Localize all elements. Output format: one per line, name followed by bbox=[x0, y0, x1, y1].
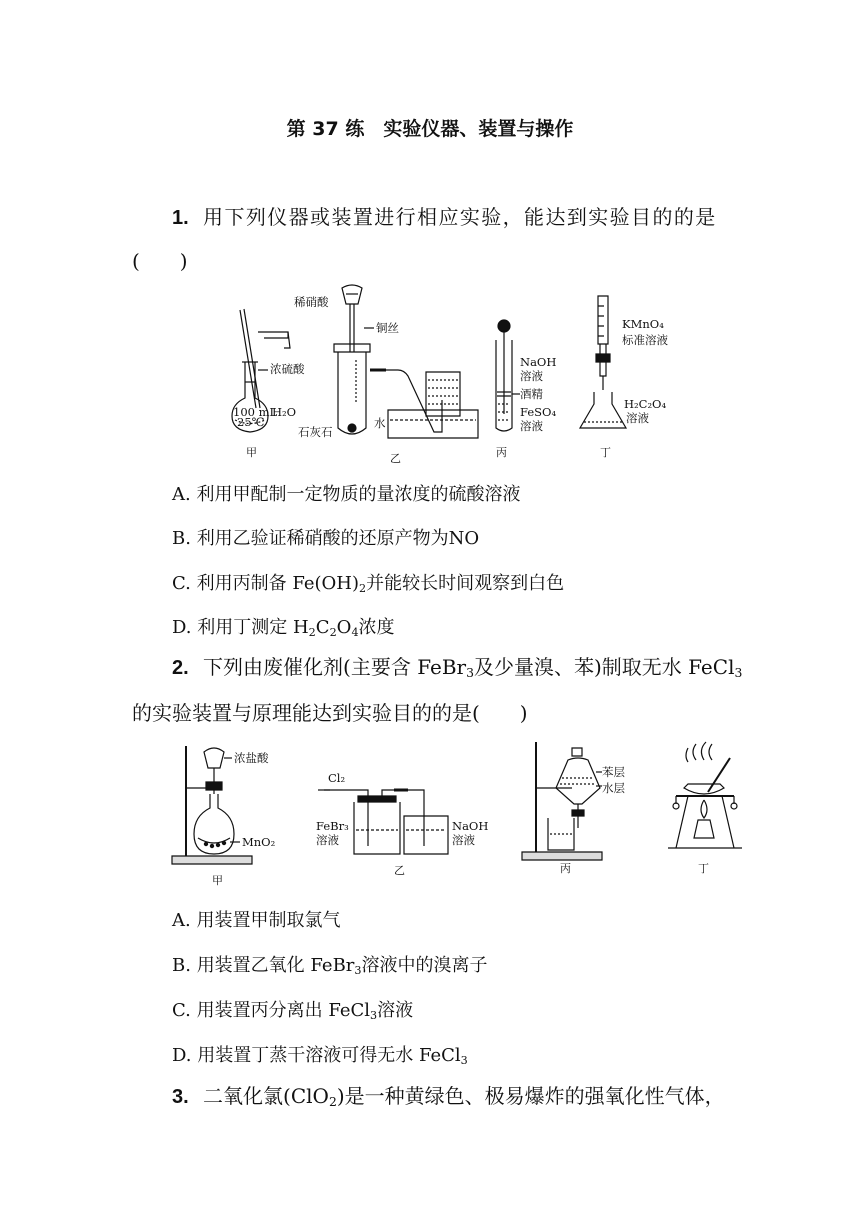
label-h2c2o4: H₂C₂O₄ bbox=[624, 397, 667, 411]
question-2-figure bbox=[168, 738, 758, 888]
question-2-stem-line2: 的实验装置与原理能达到实验目的的是( ) bbox=[132, 701, 528, 725]
caption-jia-2: 甲 bbox=[212, 874, 223, 887]
label-water: H₂O bbox=[272, 405, 297, 419]
label-kmno4: KMnO₄ bbox=[622, 317, 664, 331]
label-mno2: MnO₂ bbox=[242, 835, 276, 849]
question-1-figure bbox=[228, 280, 688, 468]
label-benzene-layer: 苯层 bbox=[602, 765, 625, 779]
label-naoh-solution: 溶液 bbox=[520, 369, 543, 383]
label-febr3-solution: 溶液 bbox=[316, 833, 339, 847]
label-febr3: FeBr₃ bbox=[316, 819, 349, 833]
question-1-option-b[interactable]: B. 利用乙验证稀硝酸的还原产物为NO bbox=[172, 528, 480, 549]
apparatus-bing bbox=[496, 320, 556, 459]
caption-bing: 丙 bbox=[496, 446, 507, 459]
question-1-option-c[interactable]: C. 利用丙制备 $Fe(OH)_2$并能较长时间观察到白色 bbox=[172, 573, 565, 595]
question-2-option-c[interactable]: C. 用装置丙分离出 FeCl$_3$溶液 bbox=[172, 1000, 414, 1022]
caption-bing-2: 丙 bbox=[560, 862, 571, 875]
apparatus-ding bbox=[580, 296, 668, 459]
question-2-option-d[interactable]: D. 用装置丁蒸干溶液可得无水 FeCl$_3$ bbox=[172, 1045, 468, 1067]
question-1-option-d[interactable]: D. 利用丁测定 $H_2C_2O_4$浓度 bbox=[172, 617, 395, 639]
label-cl2: Cl₂ bbox=[328, 771, 346, 785]
label-h2c2o4-solution: 溶液 bbox=[626, 411, 649, 425]
label-naoh-solution-2: 溶液 bbox=[452, 833, 475, 847]
label-standard-solution: 标准溶液 bbox=[622, 333, 668, 347]
label-copper-wire: 铜丝 bbox=[376, 321, 399, 335]
apparatus-ding-2 bbox=[668, 742, 742, 875]
caption-ding: 丁 bbox=[600, 446, 611, 459]
apparatus-yi-2 bbox=[316, 771, 488, 877]
label-water-trough: 水 bbox=[374, 416, 386, 430]
label-naoh: NaOH bbox=[520, 355, 557, 369]
question-1-option-a[interactable]: A. 利用甲配制一定物质的量浓度的硫酸溶液 bbox=[172, 484, 521, 505]
label-water-layer: 水层 bbox=[602, 781, 625, 795]
label-feso4-solution: 溶液 bbox=[520, 419, 543, 433]
label-dilute-nitric-acid: 稀硝酸 bbox=[294, 295, 329, 309]
apparatus-yi bbox=[294, 285, 478, 465]
question-2-stem: 2. 下列由废催化剂(主要含 FeBr$_3$及少量溴、苯)制取无水 FeCl$_3$ bbox=[172, 655, 743, 681]
question-3-number: 3. bbox=[172, 1086, 189, 1108]
label-flask-volume: 100 mL bbox=[233, 405, 278, 419]
question-1-number: 1. bbox=[172, 207, 189, 229]
label-feso4: FeSO₄ bbox=[520, 405, 557, 419]
label-limestone: 石灰石 bbox=[298, 425, 333, 439]
label-conc-hydrochloric-acid: 浓盐酸 bbox=[234, 751, 269, 765]
question-2-option-b[interactable]: B. 用装置乙氧化 FeBr$_3$溶液中的溴离子 bbox=[172, 955, 488, 977]
caption-jia: 甲 bbox=[246, 446, 257, 459]
apparatus-jia-2 bbox=[172, 746, 275, 887]
question-3-stem: 3. 二氧化氯(ClO$_2$)是一种黄绿色、极易爆炸的强氧化性气体， bbox=[172, 1084, 725, 1110]
question-1-stem: 1. 用下列仪器或装置进行相应实验，能达到实验目的的是 bbox=[172, 205, 717, 229]
question-2-option-a[interactable]: A. 用装置甲制取氯气 bbox=[172, 910, 341, 931]
question-2-number: 2. bbox=[172, 657, 189, 679]
caption-yi-2: 乙 bbox=[394, 864, 405, 877]
label-ethanol: 酒精 bbox=[520, 387, 543, 401]
caption-yi: 乙 bbox=[390, 452, 401, 465]
label-naoh-2: NaOH bbox=[452, 819, 489, 833]
apparatus-jia bbox=[232, 309, 305, 459]
page-title: 第 37 练 实验仪器、装置与操作 bbox=[286, 118, 574, 140]
label-flask-temp: 25℃ bbox=[237, 415, 265, 429]
label-conc-sulfuric-acid: 浓硫酸 bbox=[270, 362, 305, 376]
apparatus-bing-2 bbox=[522, 742, 625, 875]
caption-ding-2: 丁 bbox=[698, 862, 709, 875]
question-1-answer-blank: ( ) bbox=[132, 249, 188, 273]
